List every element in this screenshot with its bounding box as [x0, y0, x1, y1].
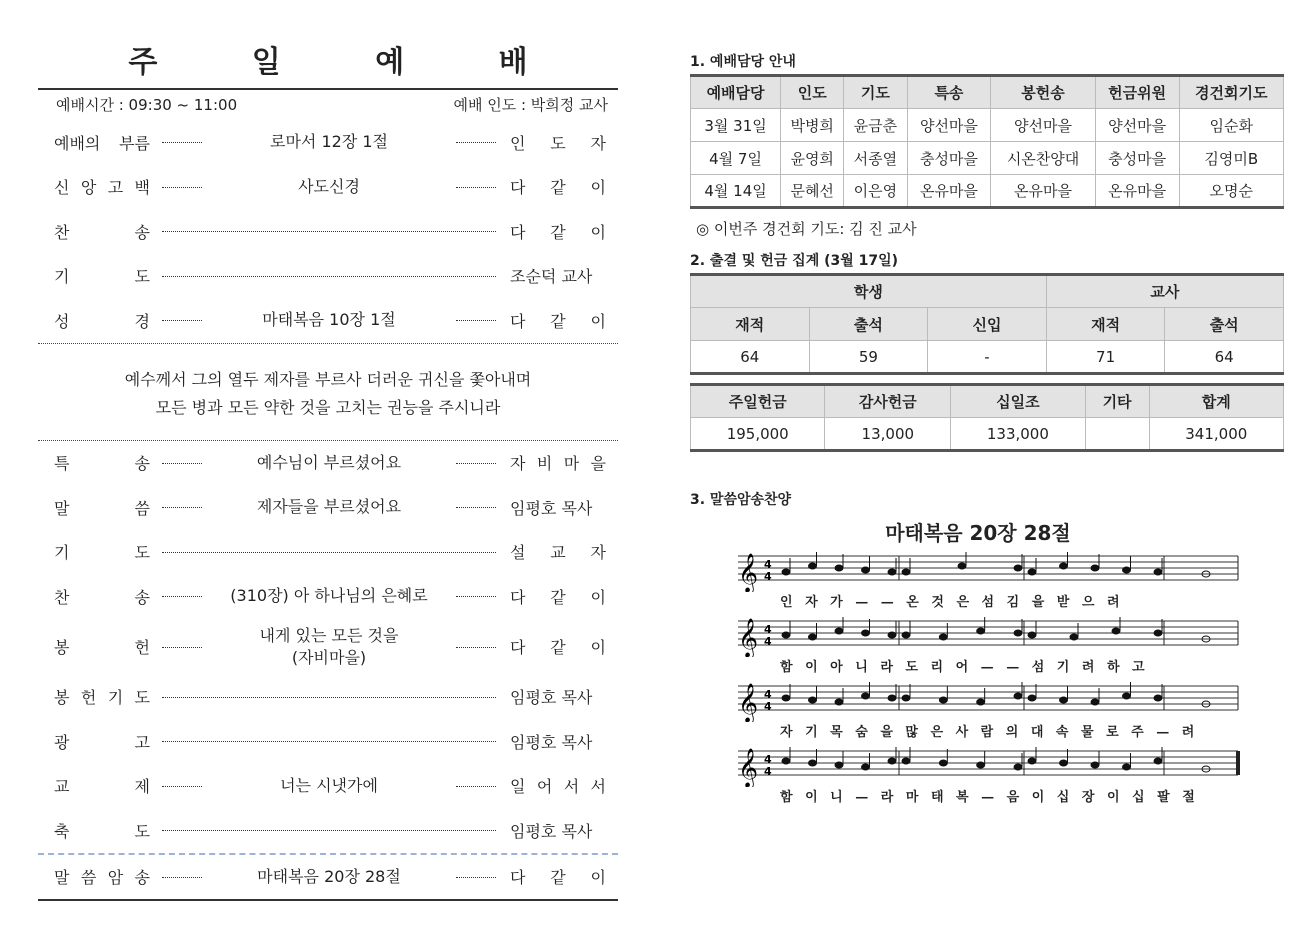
label-char: 헌 [134, 638, 150, 657]
dotted-leader [456, 320, 496, 321]
label-char: 광 [54, 732, 70, 752]
duty-header-row [691, 76, 1284, 109]
label-char: 고 [107, 178, 124, 198]
duty-header-cell: 기도 [844, 76, 907, 109]
worship-leader: 예배 인도 : 박희정 교사 [453, 96, 608, 114]
dotted-leader [456, 596, 496, 597]
duty-cell: 김영미B [1179, 142, 1283, 175]
person-char: 같 [550, 587, 566, 607]
order-title: 주 일 예 배 [128, 45, 570, 80]
item-label [54, 574, 150, 619]
dotted-leader [162, 877, 202, 878]
person-char: 서 [590, 777, 606, 797]
order-item [38, 485, 618, 530]
content-text [298, 176, 360, 198]
item-person [510, 764, 606, 809]
attendance-header-cell: 신입 [928, 308, 1047, 341]
person-text: 임평호 목사 [510, 688, 593, 708]
item-label [54, 808, 150, 853]
prayer-note: ◎ 이번주 경건회 기도: 김 진 교사 [696, 220, 917, 238]
item-content [208, 165, 450, 210]
svg-text:4: 4 [764, 753, 772, 766]
content-line: 마태복음 20장 28절 [257, 866, 401, 886]
group-student: 학생 [691, 275, 1047, 308]
order-item [38, 530, 618, 575]
label-char: 말 [54, 498, 70, 518]
label-char: 성 [54, 311, 70, 331]
item-label [54, 165, 150, 210]
content-line: 로마서 12장 1절 [270, 132, 388, 152]
dotted-leader [162, 741, 496, 742]
duty-cell: 온유마을 [1095, 175, 1179, 208]
order-items-top [38, 120, 618, 343]
person-char: 같 [550, 178, 566, 198]
person-char: 같 [550, 222, 566, 242]
duty-cell: 양선마을 [991, 109, 1095, 142]
staff-svg [734, 743, 1244, 787]
item-content [208, 120, 450, 165]
item-person [510, 165, 606, 210]
attendance-value-cell: 64 [1165, 341, 1284, 374]
group-teacher: 교사 [1046, 275, 1283, 308]
label-char: 기 [107, 688, 124, 708]
duty-section-title: 1. 예배담당 안내 [690, 54, 796, 70]
person-char: 다 [510, 178, 526, 198]
attendance-header-cell: 출석 [1165, 308, 1284, 341]
duty-row [691, 109, 1284, 142]
item-label [54, 209, 150, 254]
person-char: 교 [550, 543, 566, 563]
lyrics-line: 인 자 가 — — 온 것 은 섬 김 을 받 으 려 [780, 595, 1124, 610]
label-char: 봉 [54, 638, 70, 657]
duty-cell: 충성마을 [907, 142, 991, 175]
item-label [54, 254, 150, 299]
offering-value-cell: 195,000 [691, 418, 825, 451]
item-content [208, 619, 450, 675]
content-line: 너는 시냇가에 [280, 775, 378, 795]
order-item [38, 441, 618, 486]
item-person [510, 254, 606, 299]
person-char: 같 [550, 311, 566, 331]
staff-line [690, 678, 1286, 743]
label-char: 축 [54, 821, 70, 841]
attendance-header-row [691, 308, 1284, 341]
staff-svg [734, 548, 1244, 592]
label-char: 기 [54, 543, 70, 563]
order-item [38, 165, 618, 210]
dotted-leader [456, 142, 496, 143]
item-label [54, 298, 150, 343]
offering-header-cell: 주일헌금 [691, 385, 825, 418]
order-items-bottom [38, 441, 618, 900]
person-char: 자 [510, 454, 526, 474]
content-line: 마태복음 10장 1절 [262, 310, 396, 330]
label-char: 씀 [80, 868, 97, 888]
content-text [260, 625, 399, 669]
duty-cell: 온유마을 [991, 175, 1095, 208]
person-char: 다 [510, 222, 526, 242]
duty-cell: 오명순 [1179, 175, 1283, 208]
content-line: 사도신경 [298, 176, 360, 196]
offering-header-cell: 십일조 [951, 385, 1085, 418]
duty-cell: 4월 14일 [691, 175, 781, 208]
person-char: 이 [590, 868, 606, 888]
person-char: 다 [510, 638, 526, 657]
label-char: 기 [54, 267, 70, 287]
duty-cell: 윤금춘 [844, 109, 907, 142]
dotted-leader [162, 231, 496, 232]
order-item [38, 574, 618, 619]
duty-cell: 임순화 [1179, 109, 1283, 142]
order-item [38, 719, 618, 764]
score-title: 마태복음 20장 28절 [885, 521, 1071, 545]
worship-order [38, 40, 618, 901]
duty-table [690, 74, 1284, 209]
person-char: 비 [536, 454, 553, 474]
duty-cell: 충성마을 [1095, 142, 1179, 175]
lyrics-line: 함 이 니 — 라 마 태 복 — 음 이 십 장 이 십 팔 절 [780, 790, 1199, 805]
label-char: 송 [134, 868, 150, 888]
label-char: 도 [134, 267, 150, 287]
person-char: 같 [550, 638, 566, 657]
svg-text:4: 4 [764, 558, 772, 571]
offering-value-cell: 13,000 [825, 418, 951, 451]
item-label [54, 441, 150, 486]
svg-text:𝄞: 𝄞 [738, 553, 759, 592]
dotted-leader [162, 187, 202, 188]
item-content [208, 574, 450, 619]
offering-value-row [691, 418, 1284, 451]
label-char: 암 [107, 868, 124, 888]
svg-text:4: 4 [764, 765, 772, 778]
item-person [510, 441, 606, 486]
staff-line [690, 548, 1286, 613]
label-char: 예배의 [54, 133, 101, 153]
dotted-leader [162, 142, 202, 143]
offering-table [690, 383, 1284, 452]
duty-header-cell: 봉헌송 [991, 76, 1095, 109]
svg-text:4: 4 [764, 635, 772, 648]
person-text: 조순덕 교사 [510, 267, 593, 287]
person-char: 마 [563, 454, 580, 474]
person-char: 다 [510, 587, 526, 607]
content-line: 예수님이 부르셨어요 [256, 452, 402, 472]
dotted-leader [162, 552, 496, 553]
dotted-leader [162, 697, 496, 698]
attendance-section-title: 2. 출결 및 헌금 집계 (3월 17일) [690, 253, 899, 269]
duty-cell: 3월 31일 [691, 109, 781, 142]
item-person [510, 574, 606, 619]
song-section-title: 3. 말씀암송찬양 [690, 492, 792, 508]
offering-header-cell: 기타 [1085, 385, 1149, 418]
dotted-leader [456, 187, 496, 188]
dotted-leader [162, 507, 202, 508]
order-item [38, 808, 618, 853]
order-item [38, 254, 618, 299]
lyrics-line: 자 기 목 숨 을 많 은 사 람 의 대 속 물 로 주 — 려 [780, 725, 1199, 740]
person-text: 임평호 목사 [510, 732, 593, 752]
person-char: 다 [510, 311, 526, 331]
person-char: 다 [510, 868, 526, 888]
person-text: 임평호 목사 [510, 821, 593, 841]
duty-cell: 윤영희 [781, 142, 844, 175]
verse-line-2: 모든 병과 모든 약한 것을 고치는 권능을 주시니라 [155, 397, 501, 417]
person-char: 도 [550, 133, 566, 153]
item-person [510, 675, 606, 720]
dotted-leader [162, 786, 202, 787]
dotted-leader [456, 507, 496, 508]
content-text [257, 496, 401, 518]
duty-cell: 양선마을 [1095, 109, 1179, 142]
person-text: 임평호 목사 [510, 498, 593, 518]
item-person [510, 808, 606, 853]
svg-text:4: 4 [764, 570, 772, 583]
label-char: 고 [134, 732, 150, 752]
person-char: 이 [590, 311, 606, 331]
person-char: 설 [510, 543, 526, 563]
label-char: 말 [54, 868, 70, 888]
item-content [208, 441, 450, 486]
offering-value-cell [1085, 418, 1149, 451]
dotted-leader [162, 596, 202, 597]
label-char: 송 [134, 222, 150, 242]
dotted-leader [162, 830, 496, 831]
label-char: 부름 [119, 133, 150, 153]
item-label [54, 485, 150, 530]
item-label [54, 619, 150, 675]
offering-header-cell: 감사헌금 [825, 385, 951, 418]
person-char: 일 [510, 777, 526, 797]
person-char: 이 [590, 222, 606, 242]
content-text [230, 585, 427, 607]
info-column [690, 50, 1286, 808]
duty-cell: 서종열 [844, 142, 907, 175]
label-char: 도 [134, 688, 150, 708]
staff-svg [734, 613, 1244, 657]
item-content [208, 764, 450, 809]
person-char: 자 [590, 133, 606, 153]
item-person [510, 855, 606, 900]
content-text [280, 775, 378, 797]
staff-svg [734, 678, 1244, 722]
order-item [38, 209, 618, 254]
item-person [510, 298, 606, 343]
svg-text:𝄞: 𝄞 [738, 683, 759, 722]
staves [690, 548, 1286, 808]
duty-row [691, 142, 1284, 175]
content-line-2: (자비마을) [291, 647, 367, 667]
duty-row [691, 175, 1284, 208]
duty-body [691, 109, 1284, 208]
label-char: 교 [54, 777, 70, 797]
duty-cell: 4월 7일 [691, 142, 781, 175]
dotted-leader [162, 276, 496, 277]
label-char: 찬 [54, 222, 70, 242]
label-char: 제 [134, 777, 150, 797]
person-char: 서 [563, 777, 580, 797]
svg-text:4: 4 [764, 688, 772, 701]
duty-cell: 박병희 [781, 109, 844, 142]
label-char: 찬 [54, 587, 70, 607]
item-label [54, 120, 150, 165]
worship-time: 예배시간 : 09:30 ~ 11:00 [56, 96, 238, 114]
bottom-rule [38, 899, 618, 901]
dotted-leader [162, 320, 202, 321]
attendance-value-cell: 64 [691, 341, 810, 374]
order-item [38, 855, 618, 900]
label-char: 앙 [80, 178, 97, 198]
dotted-leader [162, 463, 202, 464]
svg-text:𝄞: 𝄞 [738, 618, 759, 657]
duty-header-cell: 헌금위원 [1095, 76, 1179, 109]
item-person [510, 209, 606, 254]
item-person [510, 485, 606, 530]
item-person [510, 120, 606, 165]
item-content [208, 485, 450, 530]
label-char: 도 [134, 543, 150, 563]
person-char: 을 [590, 454, 606, 474]
content-line: (310장) 아 하나님의 은혜로 [230, 586, 428, 606]
item-label [54, 675, 150, 720]
label-char: 송 [134, 454, 150, 474]
attendance-value-cell: 59 [809, 341, 928, 374]
content-text [270, 131, 388, 153]
dotted-leader [456, 647, 496, 648]
item-content [208, 855, 450, 900]
svg-text:4: 4 [764, 700, 772, 713]
lyrics-line: 함 이 아 니 라 도 리 어 — — 섬 기 려 하 고 [780, 660, 1149, 675]
item-person [510, 619, 606, 675]
attendance-value-cell: - [928, 341, 1047, 374]
person-char: 이 [590, 587, 606, 607]
label-char: 헌 [80, 688, 97, 708]
order-item [38, 764, 618, 809]
item-label [54, 530, 150, 575]
duty-header-cell: 예배담당 [691, 76, 781, 109]
label-char: 백 [134, 178, 150, 198]
offering-value-cell: 341,000 [1149, 418, 1283, 451]
scripture-verse [38, 344, 618, 440]
dotted-leader [456, 877, 496, 878]
dotted-leader [456, 463, 496, 464]
person-char: 이 [590, 178, 606, 198]
person-char: 이 [590, 638, 606, 657]
duty-header-cell: 인도 [781, 76, 844, 109]
attendance-table [690, 273, 1284, 375]
attendance-value-cell: 71 [1046, 341, 1165, 374]
duty-header-cell: 특송 [907, 76, 991, 109]
item-label [54, 855, 150, 900]
content-text [257, 452, 401, 474]
offering-value-cell: 133,000 [951, 418, 1085, 451]
dotted-leader [162, 647, 202, 648]
attendance-group-row [691, 275, 1284, 308]
label-char: 도 [134, 821, 150, 841]
person-char: 자 [590, 543, 606, 563]
item-person [510, 530, 606, 575]
person-char: 같 [550, 868, 566, 888]
attendance-header-cell: 재적 [1046, 308, 1165, 341]
staff-line [690, 613, 1286, 678]
duty-cell: 문혜선 [781, 175, 844, 208]
label-char: 씀 [134, 498, 150, 518]
time-row [38, 90, 618, 120]
order-item [38, 298, 618, 343]
duty-cell: 온유마을 [907, 175, 991, 208]
label-char: 특 [54, 454, 70, 474]
svg-text:4: 4 [764, 623, 772, 636]
duty-header-cell: 경건회기도 [1179, 76, 1283, 109]
label-char: 송 [134, 587, 150, 607]
label-char: 경 [134, 311, 150, 331]
content-line: 제자들을 부르셨어요 [256, 497, 402, 517]
attendance-header-cell: 재적 [691, 308, 810, 341]
sheet-music [690, 518, 1286, 808]
attendance-header-cell: 출석 [809, 308, 928, 341]
person-char: 인 [510, 133, 526, 153]
person-char: 어 [536, 777, 553, 797]
svg-text:𝄞: 𝄞 [738, 748, 759, 787]
item-content [208, 298, 450, 343]
label-char: 봉 [54, 688, 70, 708]
duty-cell: 양선마을 [907, 109, 991, 142]
verse-line-1: 예수께서 그의 열두 제자를 부르사 더러운 귀신을 쫓아내며 [124, 369, 532, 389]
item-label [54, 719, 150, 764]
duty-cell: 이은영 [844, 175, 907, 208]
content-line: 내게 있는 모든 것을 [259, 625, 399, 645]
order-item [38, 120, 618, 165]
order-item [38, 619, 618, 675]
content-text [257, 866, 401, 888]
offering-header-cell: 합계 [1149, 385, 1283, 418]
dotted-leader [456, 786, 496, 787]
staff-line [690, 743, 1286, 808]
item-person [510, 719, 606, 764]
order-item [38, 675, 618, 720]
offering-header-row [691, 385, 1284, 418]
item-label [54, 764, 150, 809]
attendance-value-row [691, 341, 1284, 374]
content-text [262, 309, 395, 331]
label-char: 신 [54, 178, 70, 198]
duty-cell: 시온찬양대 [991, 142, 1095, 175]
